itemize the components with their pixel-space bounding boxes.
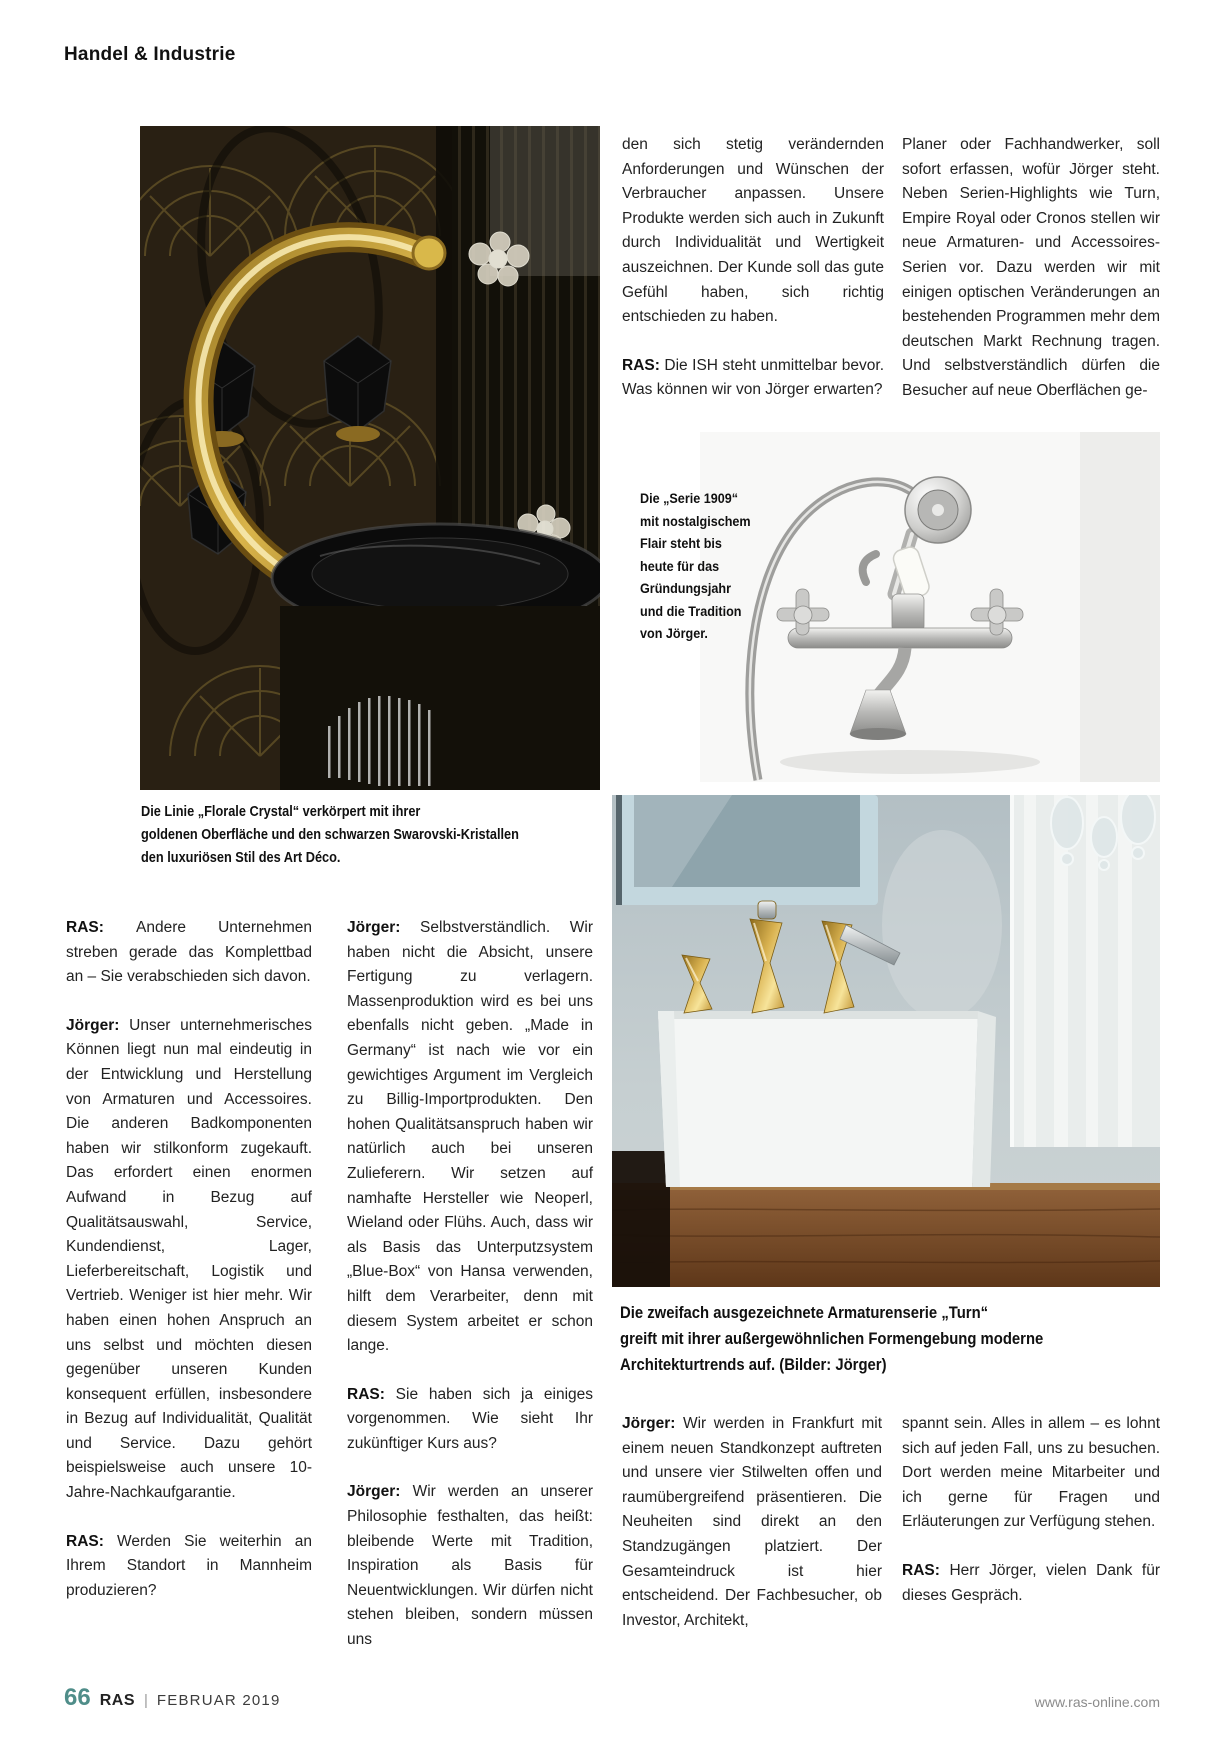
paragraph [622,133,884,330]
paragraph [622,354,884,403]
footer-left [64,1684,281,1712]
paragraph-text: Planer oder Fachhandwerker, soll sofort erfassen, wofür Jörger steht. Neben Serien-Highlights wie Turn, Empire Royal oder Cronos stellen wir neue Armaturen- und Accessoires-Serien vor. Dazu werden wir mit einigen optischen Veränderungen an bestehenden Programmen mehr dem deutschen Markt Rechnung tragen. Und selbstverständlich dürfen die Besucher auf neue Oberflächen ge- [902,136,1160,399]
paragraph-text: Werden Sie weiterhin an Ihrem Standort in Mannheim produzieren? [66,1532,312,1599]
paragraph-text: Unser unternehmerisches Können liegt nun mal eindeutig in der Entwicklung und Herstellung von Armaturen und Accessoires. Die anderen Badkomponenten haben wir stilkonform zugekauft. Das erfordert einen enormen Aufwand in Bezug auf Qualitätsauswahl, Service, Kundendienst, Lager, Lieferbereitschaft, Logistik und Vertrieb. Weniger ist hier mehr. Wir haben einen hohen Anspruch an uns selbst und möchten diesen gegenüber unseren Kunden konsequent erfüllen, insbesondere in Bezug auf Individualität, Qualität und Service. Dazu gehört beispielsweise auch unsere 10-Jahre-Nachkaufgarantie. [66,1016,312,1502]
paragraph [347,1383,593,1457]
caption-line: von Jörger. [640,625,708,641]
paragraph-text: Andere Unternehmen streben gerade das Komplettbad an – Sie verabschieden sich davon. [66,919,312,986]
speaker-label: RAS: [622,356,660,374]
photo-turn-series-washbasin [612,795,1160,1287]
speaker-label: Jörger: [347,919,401,936]
column-top-middle [622,133,884,403]
paragraph-text: Wir werden an unserer Philosophie festhalten, das heißt: bleibende Werte mit Tradition, Inspiration als Basis für Neuentwicklungen. Wir dürfen nicht stehen bleiben, sondern müssen uns [347,1483,593,1649]
speaker-label: RAS: [66,1532,104,1550]
paragraph [622,1412,882,1633]
paragraph-text: Wir werden in Frankfurt mit einem neuen Standkonzept auftreten und unsere vier Stilwelten offen und raumübergreifend präsentieren. Die Neuheiten sind direkt an den Standzugängen platziert. Der Gesamteindruck ist hier entscheidend. Der Fachbesucher, ob Investor, Architekt, [622,1415,882,1629]
paragraph [66,1014,312,1506]
paragraph-text: Sie haben sich ja einiges vorgenommen. Wie sieht Ihr zukünftiger Kurs aus? [347,1385,593,1452]
paragraph [902,1559,1160,1608]
caption-turn-series [620,1300,1043,1378]
caption-line: den luxuriösen Stil des Art Déco. [141,850,341,866]
speaker-label: Jörger: [347,1483,401,1501]
speaker-label: RAS: [347,1385,385,1403]
caption-serie-1909 [640,487,775,645]
paragraph [66,1530,312,1604]
florale-crystal-illustration [140,126,600,790]
speaker-label: Jörger: [66,1016,120,1034]
speaker-label: Jörger: [622,1415,676,1432]
column-bottom-2 [347,916,593,1653]
column-bottom-4 [902,1412,1160,1608]
caption-line: heute für das [640,557,720,574]
column-top-right [902,133,1160,404]
section-heading: Handel & Industrie [64,44,236,65]
paragraph [902,1412,1160,1535]
photo-florale-crystal-faucet [140,126,600,790]
speaker-label: RAS: [66,919,104,936]
turn-series-illustration [612,795,1160,1287]
magazine-name: RAS [99,1692,135,1709]
caption-florale-crystal [141,801,519,870]
caption-line: und die Tradition [640,602,742,619]
caption-line: Gründungsjahr [640,580,732,596]
paragraph [347,1480,593,1652]
issue-label: FEBRUAR 2019 [156,1692,281,1709]
caption-line: Die „Serie 1909“ [640,490,739,506]
paragraph-text: den sich stetig verändernden Anforderungen und Wünschen der Verbraucher anpassen. Unsere Produkte werden sich auch in Zukunft durch Individualität und Wertigkeit auszeichnen. Der Kunde soll das gute Gefühl haben, sich richtig entschieden zu haben. [622,136,884,326]
speaker-label: RAS: [902,1561,940,1579]
paragraph [347,916,593,1359]
page-number: 66 [64,1684,91,1711]
paragraph-text: spannt sein. Alles in allem – es lohnt sich auf jeden Fall, uns zu besuchen. Dort werden meine Mitarbeiter und ich gerne für Fragen und Erläuterungen zur Verfügung stehen. [902,1415,1160,1531]
caption-line: goldenen Oberfläche und den schwarzen Swarovski-Kristallen [141,827,519,843]
caption-line: Die zweifach ausgezeichnete Armaturenserie „Turn“ [620,1304,989,1322]
caption-line: Die Linie „Florale Crystal“ verkörpert mit ihrer [141,804,421,820]
column-bottom-1 [66,916,312,1603]
column-bottom-3 [622,1412,882,1633]
paragraph-text: Herr Jörger, vielen Dank für dieses Gespräch. [902,1561,1160,1604]
footer-separator: | [143,1692,148,1709]
caption-line: Architekturtrends auf. (Bilder: Jörger) [620,1356,887,1374]
paragraph-text: Die ISH steht unmittelbar bevor. Was können wir von Jörger erwarten? [622,356,885,399]
caption-line: Flair steht bis [640,535,722,551]
caption-line: mit nostalgischem [640,512,751,529]
paragraph [66,916,312,990]
website-url: www.ras-online.com [1034,1694,1160,1710]
caption-line: greift mit ihrer außergewöhnlichen Formengebung moderne [620,1330,1044,1348]
paragraph-text: Selbstverständlich. Wir haben nicht die Absicht, unsere Fertigung zu verlagern. Massenproduktion wird es bei uns ebenfalls nicht geben. „Made in Germany“ ist nach wie vor ein gewichtiges Argument im Vergleich zu Billig-Importprodukten. Den hohen Qualitätsanspruch haben wir natürlich auch bei unseren Zulieferern. Wir setzen auf namhafte Hersteller wie Neoperl, Wieland oder Flühs. Auch, dass wir als Basis das Unterputzsystem „Blue-Box“ von Hansa verwenden, hilft dem Verarbeiter, denn mit diesem System arbeitet er schon lange. [347,919,594,1355]
paragraph [902,133,1160,404]
